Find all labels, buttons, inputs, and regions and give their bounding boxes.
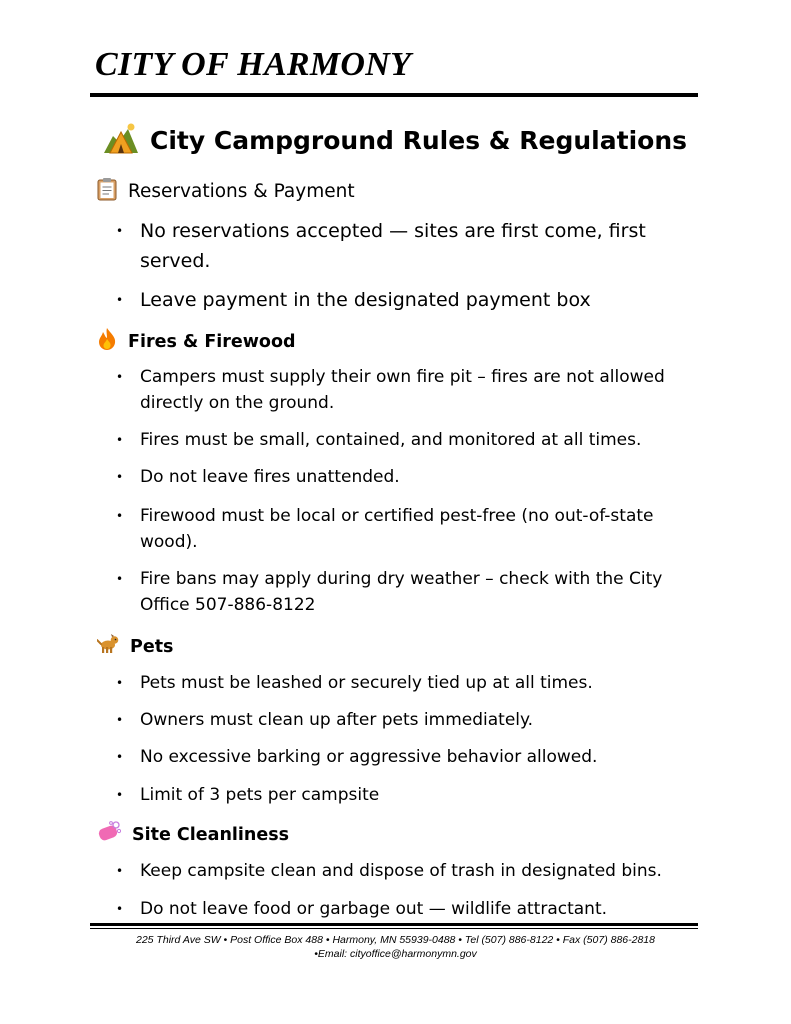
dog-icon bbox=[97, 634, 119, 659]
fire-icon bbox=[97, 327, 117, 356]
list-item bbox=[116, 503, 691, 555]
list-item-text: Pets must be leashed or securely tied up at all times. bbox=[140, 673, 593, 693]
list-item-text: Do not leave food or garbage out — wildlife attractant. bbox=[140, 899, 608, 919]
bullet-dot: • bbox=[116, 750, 124, 764]
bullet-dot: • bbox=[116, 224, 124, 238]
footer-rule-thin bbox=[90, 928, 698, 929]
document-title bbox=[104, 122, 687, 159]
list-item bbox=[116, 744, 691, 770]
bullet-dot: • bbox=[116, 572, 124, 586]
bullet-dot: • bbox=[116, 470, 124, 484]
list-item bbox=[116, 285, 676, 315]
bullet-dot: • bbox=[116, 370, 124, 384]
header-rule bbox=[90, 93, 698, 97]
section-heading-text: Fires & Firewood bbox=[128, 331, 296, 352]
list-item-text: Limit of 3 pets per campsite bbox=[140, 785, 380, 805]
bullet-dot: • bbox=[116, 713, 124, 727]
document-title-text: City Campground Rules & Regulations bbox=[150, 126, 687, 155]
list-item-text: Owners must clean up after pets immediately. bbox=[140, 710, 534, 730]
section-heading-reservations bbox=[97, 177, 355, 206]
list-item bbox=[116, 566, 691, 618]
list-item bbox=[116, 216, 676, 276]
bullet-dot: • bbox=[116, 433, 124, 447]
bullet-dot: • bbox=[116, 676, 124, 690]
section-heading-fires bbox=[97, 327, 296, 356]
list-item bbox=[116, 707, 691, 733]
list-item-text: Fires must be small, contained, and monitored at all times. bbox=[140, 430, 642, 450]
section-heading-text: Pets bbox=[130, 636, 174, 657]
clipboard-icon bbox=[97, 177, 117, 206]
list-item-text: Campers must supply their own fire pit – fires are not allowed directly on the ground. bbox=[140, 367, 665, 413]
list-item bbox=[116, 427, 691, 453]
list-item bbox=[116, 464, 691, 490]
bullet-dot: • bbox=[116, 509, 124, 523]
list-item-text: Do not leave fires unattended. bbox=[140, 467, 400, 487]
list-item bbox=[116, 858, 691, 884]
list-item-text: Fire bans may apply during dry weather – check with the City Office 507-886-8122 bbox=[140, 569, 663, 615]
city-name-header: CITY OF HARMONY bbox=[95, 46, 412, 83]
bullet-dot: • bbox=[116, 293, 124, 307]
camping-icon bbox=[104, 122, 138, 159]
list-item bbox=[116, 364, 691, 416]
footer-address: 225 Third Ave SW • Post Office Box 488 • Harmony, MN 55939-0488 • Tel (507) 886-8122 • Fax (507) 886-2818 bbox=[136, 934, 655, 946]
list-item-text: No excessive barking or aggressive behavior allowed. bbox=[140, 747, 598, 767]
list-item-text: Leave payment in the designated payment box bbox=[140, 289, 591, 311]
section-heading-text: Site Cleanliness bbox=[132, 824, 290, 845]
bullet-dot: • bbox=[116, 902, 124, 916]
list-item bbox=[116, 896, 691, 922]
section-heading-cleanliness bbox=[97, 821, 289, 848]
list-item-text: Keep campsite clean and dispose of trash in designated bins. bbox=[140, 861, 662, 881]
bullet-dot: • bbox=[116, 788, 124, 802]
footer-email: •Email: cityoffice@harmonymn.gov bbox=[314, 948, 477, 960]
list-item bbox=[116, 670, 691, 696]
section-heading-text: Reservations & Payment bbox=[128, 181, 355, 202]
section-heading-pets bbox=[97, 634, 173, 659]
footer-rule bbox=[90, 923, 698, 926]
list-item-text: Firewood must be local or certified pest-free (no out-of-state wood). bbox=[140, 506, 654, 552]
bullet-dot: • bbox=[116, 864, 124, 878]
list-item-text: No reservations accepted — sites are first come, first served. bbox=[140, 220, 646, 272]
list-item bbox=[116, 782, 691, 808]
soap-icon bbox=[97, 821, 121, 848]
